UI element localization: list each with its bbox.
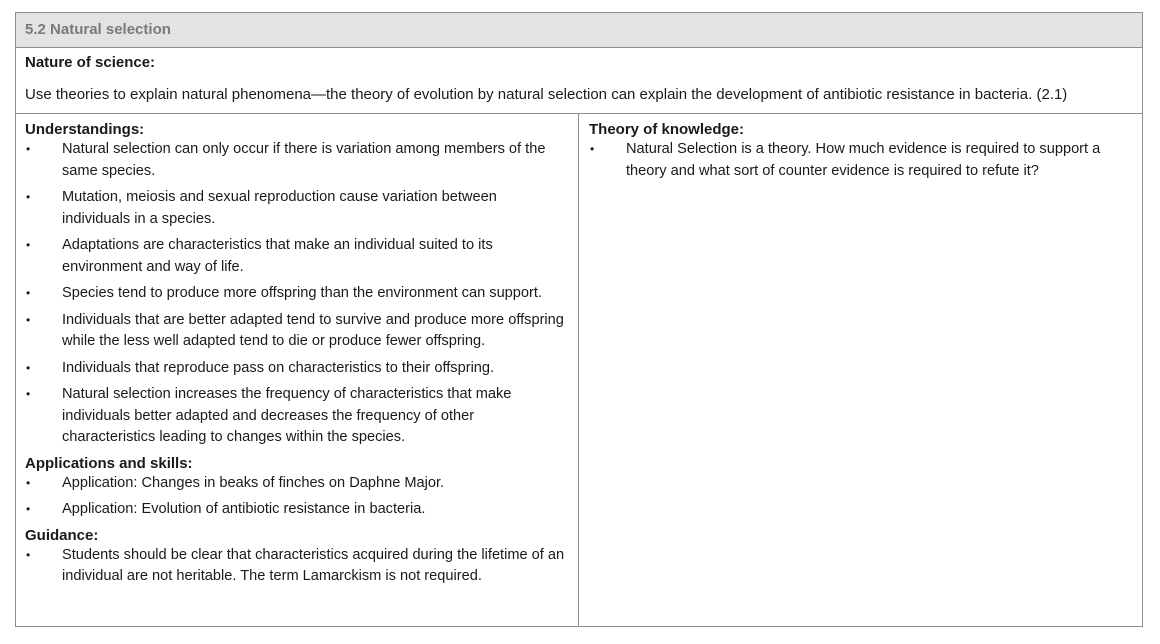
applications-list — [25, 473, 569, 521]
bullet-icon: • — [26, 502, 31, 516]
bullet-icon: • — [26, 547, 31, 562]
list-item: • Mutation, meiosis and sexual reproduction cause variation between individuals in a species. — [26, 189, 497, 227]
applications-heading: Applications and skills: — [25, 454, 193, 472]
section-title: 5.2 Natural selection — [16, 13, 1142, 48]
bullet-icon: • — [590, 142, 595, 156]
bullet-icon: • — [26, 475, 31, 490]
list-item: • Natural selection can only occur if there is variation among members of the same species. — [26, 141, 546, 179]
bullet-icon: • — [26, 387, 31, 401]
list-item: • Students should be clear that characteristics acquired during the lifetime of an individual are not heritable. The term Lamarckism is not required. — [26, 546, 565, 584]
understandings-list — [25, 139, 569, 449]
list-item: • Adaptations are characteristics that make an individual suited to its environment and way of life. — [26, 237, 493, 275]
list-item: • Natural selection increases the frequency of characteristics that make individuals better adapted and decreases the frequency of other characteristics leading to changes within the species. — [26, 386, 512, 445]
bullet-icon: • — [26, 360, 31, 375]
list-item: • Natural Selection is a theory. How much evidence is required to support a theory and what sort of counter evidence is required to refute it? — [590, 141, 1101, 179]
bullet-icon: • — [26, 238, 31, 252]
theory-of-knowledge-heading: Theory of knowledge: — [589, 121, 745, 138]
understandings-heading: Understandings: — [25, 121, 145, 138]
left-column — [16, 114, 579, 626]
nature-of-science-text: Use theories to explain natural phenomena—the theory of evolution by natural selection can explain the development of antibiotic resistance in bacteria. (2.1) — [25, 86, 1068, 103]
guidance-list — [25, 545, 569, 588]
nature-of-science-label: Nature of science: — [25, 54, 156, 71]
bullet-icon: • — [26, 142, 31, 156]
bullet-icon: • — [26, 190, 31, 204]
bullet-icon: • — [26, 286, 31, 300]
list-item: • Application: Changes in beaks of finches on Daphne Major. — [25, 473, 569, 495]
theory-of-knowledge-list — [589, 139, 1133, 182]
content-columns — [16, 114, 1142, 626]
list-item: • Species tend to produce more offspring than the environment can support. — [25, 283, 569, 305]
list-item: • Individuals that are better adapted tend to survive and produce more offspring while the less well adapted tend to die or produce fewer offspring. — [26, 311, 564, 349]
nature-of-science-row — [16, 48, 1142, 114]
right-column — [579, 114, 1142, 626]
syllabus-table — [15, 12, 1143, 627]
list-item: • Application: Evolution of antibiotic resistance in bacteria. — [25, 499, 569, 521]
list-item: • Individuals that reproduce pass on characteristics to their offspring. — [25, 358, 569, 380]
guidance-heading: Guidance: — [25, 526, 99, 544]
bullet-icon: • — [26, 312, 31, 327]
